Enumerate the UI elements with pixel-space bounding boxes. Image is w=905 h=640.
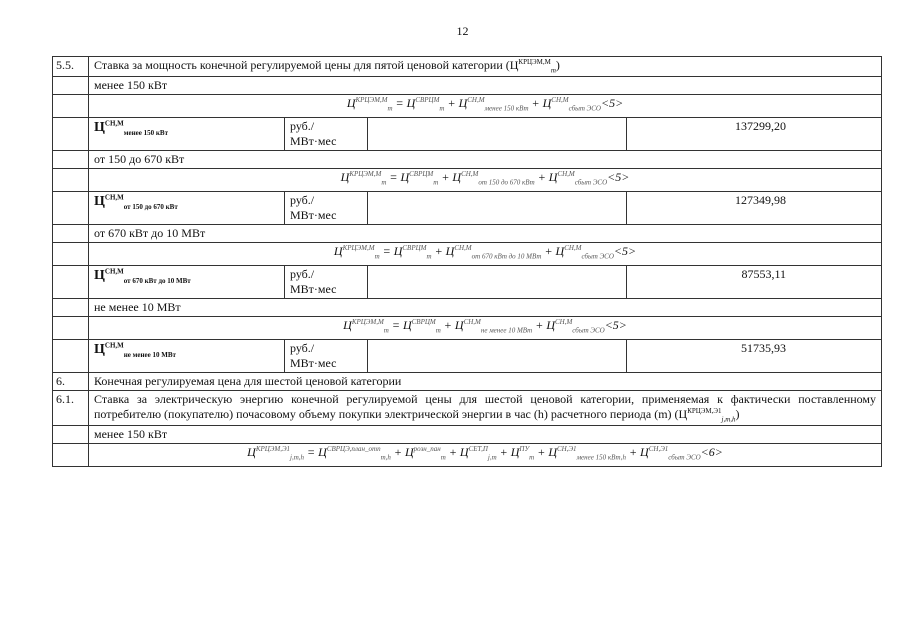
group-label: от 150 до 670 кВт bbox=[89, 151, 882, 169]
value: 137299,20 bbox=[627, 118, 882, 151]
page-number: 12 bbox=[456, 24, 469, 38]
unit: руб./ МВт·мес bbox=[285, 192, 368, 225]
group-label: менее 150 кВт bbox=[89, 77, 882, 95]
group-label: от 670 кВт до 10 МВт bbox=[89, 225, 882, 243]
param-label: $Ц^{СН,М}_{не менее 10 МВт}$ bbox=[89, 340, 285, 373]
section-text: Ставка за электрическую энергию конечной регулируемой цены для шестой ценовой категории, применяемая к фактически поставленному потребителю (покупателю) почасовому объему покупки электрической энергии в час (h) расчетного периода (m) $(Ц^{КРЦЭМ,Э1}_{j,m,h})$ bbox=[89, 391, 882, 426]
section-6-row bbox=[53, 373, 882, 391]
group-label: не менее 10 МВт bbox=[89, 299, 882, 317]
param-label: $Ц^{СН,М}_{менее 150 кВт}$ bbox=[89, 118, 285, 151]
tariff-table bbox=[52, 56, 882, 467]
unit: руб./ МВт·мес bbox=[285, 118, 368, 151]
section-title: Ставка за мощность конечной регулируемой цены для пятой ценовой категории $(Ц^{КРЦЭМ,М}_m)$ bbox=[89, 57, 882, 77]
formula: $Ц^{КРЦЭМ,М}_m = Ц^{СВРЦМ}_m + Ц^{СН,М}_{не менее 10 МВт} + Ц^{СН,М}_{сбыт ЭСО}<5>$ bbox=[89, 317, 882, 340]
section-5-5-row bbox=[53, 57, 882, 77]
section-title: Конечная регулируемая цена для шестой ценовой категории bbox=[89, 373, 882, 391]
group-label: менее 150 кВт bbox=[89, 426, 882, 444]
param-label: $Ц^{СН,М}_{от 150 до 670 кВт}$ bbox=[89, 192, 285, 225]
unit: руб./ МВт·мес bbox=[285, 266, 368, 299]
formula: $Ц^{КРЦЭМ,М}_m = Ц^{СВРЦМ}_m + Ц^{СН,М}_{менее 150 кВт} + Ц^{СН,М}_{сбыт ЭСО}<5>$ bbox=[89, 95, 882, 118]
section-6-1-row bbox=[53, 391, 882, 426]
formula: $Ц^{КРЦЭМ,Э1}_{j,m,h} = Ц^{СВРЦЭ,план\_отп}_{m,h} + Ц^{розн\_пан}_m + Ц^{СЕТ,П}_{j,m} + Ц^{ПУ}_m + Ц^{СН,Э1}_{менее 150 кВт,h} + Ц^{СН,Э1}_{сбыт ЭСО}<6>$ bbox=[89, 444, 882, 467]
formula: $Ц^{КРЦЭМ,М}_m = Ц^{СВРЦМ}_m + Ц^{СН,М}_{от 150 до 670 кВт} + Ц^{СН,М}_{сбыт ЭСО}<5>$ bbox=[89, 169, 882, 192]
section-number: 6. bbox=[53, 373, 89, 391]
formula: $Ц^{КРЦЭМ,М}_m = Ц^{СВРЦМ}_m + Ц^{СН,М}_{от 670 кВт до 10 МВт} + Ц^{СН,М}_{сбыт ЭСО}<5>$ bbox=[89, 243, 882, 266]
section-number: 6.1. bbox=[53, 391, 89, 426]
value: 87553,11 bbox=[627, 266, 882, 299]
value: 51735,93 bbox=[627, 340, 882, 373]
param-label: $Ц^{СН,М}_{от 670 кВт до 10 МВт}$ bbox=[89, 266, 285, 299]
value: 127349,98 bbox=[627, 192, 882, 225]
unit: руб./ МВт·мес bbox=[285, 340, 368, 373]
section-number: 5.5. bbox=[53, 57, 89, 77]
